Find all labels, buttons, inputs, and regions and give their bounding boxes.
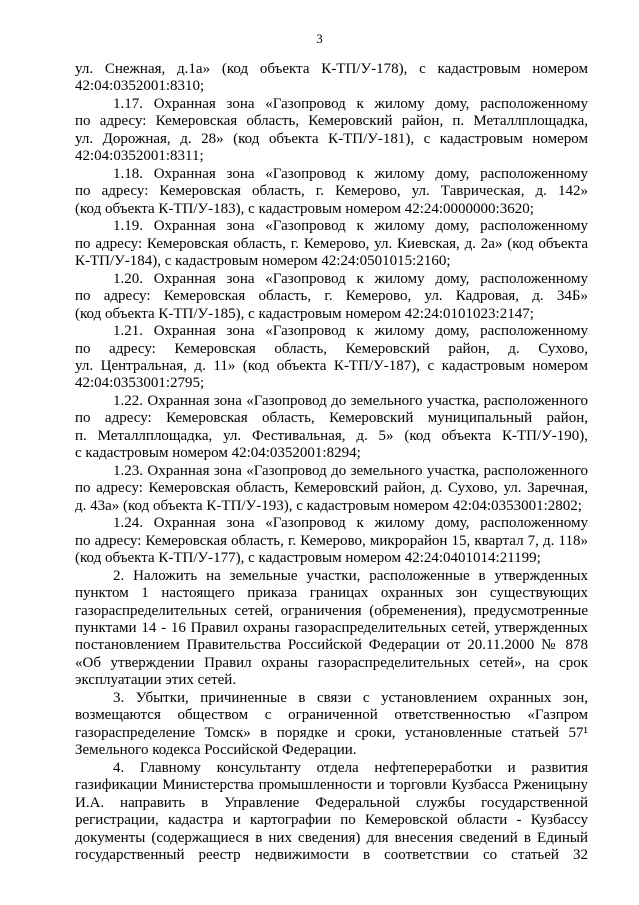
paragraph-1-23 bbox=[75, 463, 588, 515]
paragraph-1-22 bbox=[75, 393, 588, 463]
text-line: по адресу: Кемеровская область, Кемеровский район, п. Металлплощадка, bbox=[75, 113, 588, 130]
text-line: И.А. направить в Управление Федеральной службы государственной bbox=[75, 794, 588, 811]
text-line: по адресу: Кемеровская область, Кемеровский муниципальный район, bbox=[75, 410, 588, 427]
text-line: 1.22. Охранная зона «Газопровод до земельного участка, расположенного bbox=[113, 392, 588, 409]
text-line: 42:04:0352001:8310; bbox=[75, 78, 205, 95]
text-line: (код объекта К-ТП/У-185), с кадастровым номером 42:24:0101023:2147; bbox=[75, 305, 534, 322]
paragraph-1-21 bbox=[75, 323, 588, 393]
text-line: 1.19. Охранная зона «Газопровод к жилому дому, расположенному bbox=[113, 218, 588, 235]
text-line: по адресу: Кемеровская область, г. Кемерово, ул. Кадровая, д. 34Б» bbox=[75, 288, 588, 305]
text-line: государственный реестр недвижимости в соответствии со статьей 32 bbox=[75, 847, 588, 864]
paragraph-1-24 bbox=[75, 515, 588, 567]
text-line: 1.23. Охранная зона «Газопровод до земельного участка, расположенного bbox=[113, 462, 588, 479]
paragraph-3 bbox=[75, 690, 588, 760]
text-line: по адресу: Кемеровская область, г. Кемерово, ул. Таврическая, д. 142» bbox=[75, 183, 588, 200]
text-line: по адресу: Кемеровская область, г. Кемерово, микрорайон 15, квартал 7, д. 118» bbox=[75, 532, 588, 549]
text-line: Земельного кодекса Российской Федерации. bbox=[75, 742, 357, 759]
text-line: эксплуатации этих сетей. bbox=[75, 672, 237, 689]
paragraph-continuation bbox=[75, 61, 588, 96]
paragraph-2 bbox=[75, 568, 588, 690]
text-line: 1.18. Охранная зона «Газопровод к жилому дому, расположенному bbox=[113, 165, 588, 182]
text-line: 1.20. Охранная зона «Газопровод к жилому дому, расположенному bbox=[113, 270, 588, 287]
text-line: газораспределительных сетей, ограничения (обременения), предусмотренные bbox=[75, 602, 588, 619]
paragraph-1-17 bbox=[75, 96, 588, 166]
text-line: пунктами 14 - 16 Правил охраны газораспределительных сетей, утвержденных bbox=[75, 620, 588, 636]
text-line: «Об утверждении Правил охраны газораспределительных сетей», на срок bbox=[75, 654, 588, 671]
paragraph-1-19 bbox=[75, 218, 588, 270]
text-line: 3. Убытки, причиненные в связи с установлением охранных зон, bbox=[113, 689, 588, 706]
text-line: по адресу: Кемеровская область, Кемеровский район, д. Сухово, ул. Заречная, bbox=[75, 480, 588, 497]
paragraph-4 bbox=[75, 760, 588, 865]
text-line: 42:04:0353001:2795; bbox=[75, 375, 205, 392]
text-line: К-ТП/У-184), с кадастровым номером 42:24:0501015:2160; bbox=[75, 253, 451, 270]
text-line: 1.24. Охранная зона «Газопровод к жилому дому, расположенному bbox=[113, 515, 588, 532]
text-line: по адресу: Кемеровская область, г. Кемерово, ул. Киевская, д. 2а» (код объекта bbox=[75, 235, 588, 252]
paragraph-1-18 bbox=[75, 166, 588, 218]
text-line: по адресу: Кемеровская область, Кемеровский район, д. Сухово, bbox=[75, 340, 588, 357]
text-line: документы (содержащиеся в них сведения) для внесения сведений в Единый bbox=[75, 829, 588, 846]
text-line: (код объекта К-ТП/У-183), с кадастровым номером 42:24:0000000:3620; bbox=[75, 200, 534, 217]
text-line: 1.17. Охранная зона «Газопровод к жилому дому, расположенному bbox=[113, 95, 588, 112]
text-line: ул. Дорожная, д. 28» (код объекта К-ТП/У-181), с кадастровым номером bbox=[75, 130, 588, 147]
text-line: ул. Центральная, д. 11» (код объекта К-ТП/У-187), с кадастровым номером bbox=[75, 357, 588, 374]
text-line: 4. Главному консультанту отдела нефтепереработки и развития bbox=[113, 759, 588, 776]
paragraph-1-20 bbox=[75, 271, 588, 323]
text-line: с кадастровым номером 42:04:0352001:8294; bbox=[75, 445, 361, 462]
text-line: 1.21. Охранная зона «Газопровод к жилому дому, расположенному bbox=[113, 323, 588, 340]
text-line: пунктом 1 настоящего приказа границах охранных зон существующих bbox=[75, 585, 588, 602]
page-number: 3 bbox=[316, 31, 323, 46]
text-line: регистрации, кадастра и картографии по Кемеровской области - Кузбассу bbox=[75, 812, 588, 829]
text-line: газораспределение Томск» в порядке и сроки, установленные статьей 57¹ bbox=[75, 724, 588, 741]
text-line: возмещаются обществом с ограниченной ответственностью «Газпром bbox=[75, 707, 588, 724]
text-line: п. Металлплощадка, ул. Фестивальная, д. 5» (код объекта К-ТП/У-190), bbox=[75, 427, 588, 444]
text-line: 42:04:0352001:8311; bbox=[75, 148, 204, 165]
document-body bbox=[75, 61, 588, 865]
text-line: постановлением Правительства Российской Федерации от 20.11.2000 № 878 bbox=[75, 637, 588, 654]
text-line: 2. Наложить на земельные участки, расположенные в утвержденных bbox=[113, 567, 588, 584]
text-line: д. 43а» (код объекта К-ТП/У-193), с кадастровым номером 42:04:0353001:2802; bbox=[75, 497, 582, 514]
text-line: (код объекта К-ТП/У-177), с кадастровым номером 42:24:0401014:21199; bbox=[75, 550, 541, 567]
text-line: ул. Снежная, д.1а» (код объекта К-ТП/У-178), с кадастровым номером bbox=[75, 61, 588, 77]
text-line: газификации Министерства промышленности и торговли Кузбасса Рженицыну bbox=[75, 777, 588, 794]
